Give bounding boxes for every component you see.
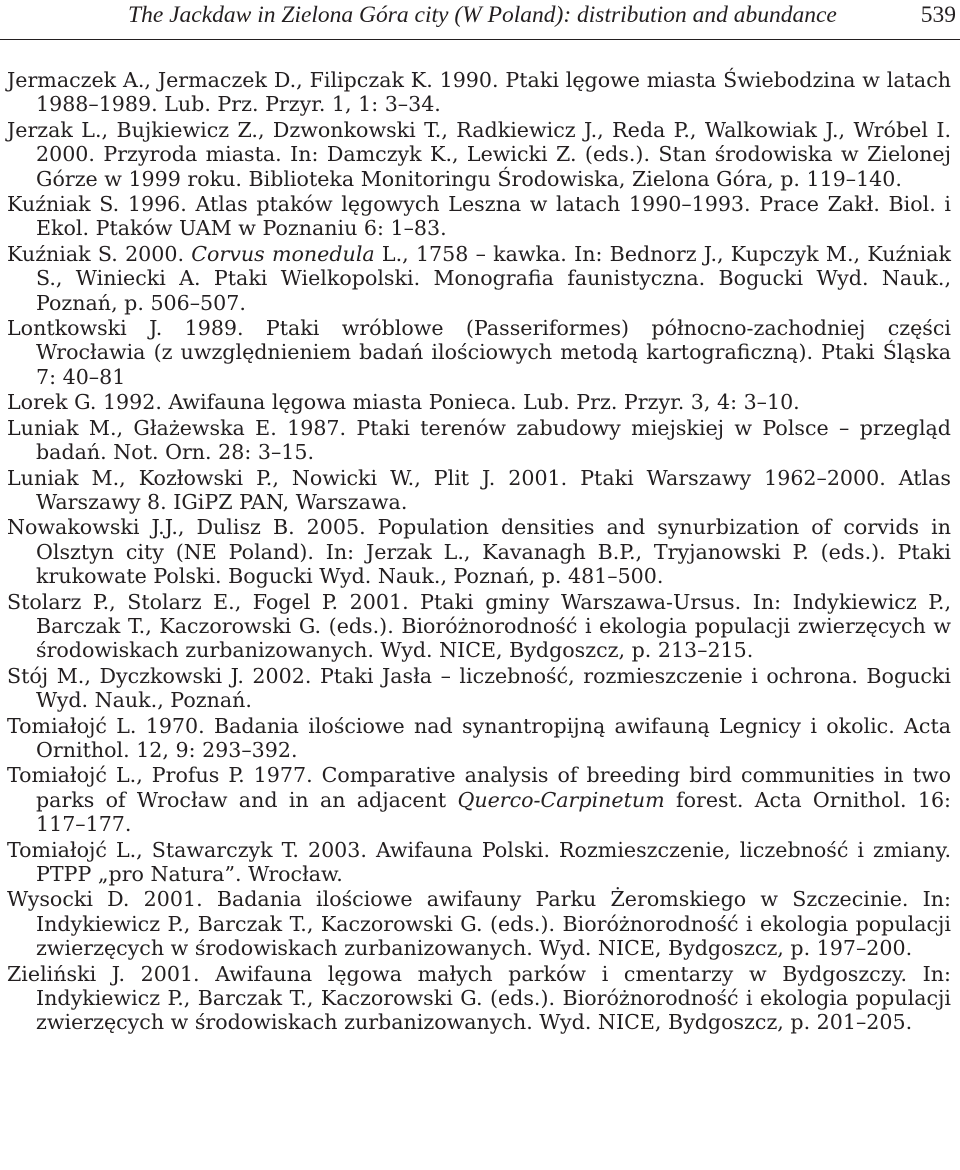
reference-item: Jermaczek A., Jermaczek D., Filipczak K. 1990. Ptaki lęgowe miasta Świebodzina w latach 1988–1989. Lub. Prz. Przyr. 1, 1: 3–34.: [7, 68, 951, 117]
reference-item: Lontkowski J. 1989. Ptaki wróblowe (Passeriformes) północno-zachodniej części Wrocławia (z uwzględnieniem badań ilościowych metodą kartograficzną). Ptaki Śląska 7: 40–81: [7, 316, 951, 389]
reference-item: Luniak M., Głażewska E. 1987. Ptaki terenów zabudowy miejskiej w Polsce – przegląd badań. Not. Orn. 28: 3–15.: [7, 415, 951, 465]
forest-type-name: Querco-Carpinetum: [457, 787, 665, 812]
reference-text: L., 1758 – kawka. In: Bednorz J., Kupczyk M., Kuźniak S., Winiecki A. Ptaki Wielkopolski. Monografia faunistyczna. Bogucki Wyd. Nauk., Poznań, p. 506–507.: [36, 241, 951, 315]
reference-item: Luniak M., Kozłowski P., Nowicki W., Plit J. 2001. Ptaki Warszawy 1962–2000. Atlas Warszawy 8. IGiPZ PAN, Warszawa.: [7, 465, 951, 514]
reference-text: Tomiałojć L., Profus P. 1977. Comparative analysis of breeding bird communities in two parks of Wrocław and in an adjacent: [7, 763, 951, 812]
reference-item: Jerzak L., Bujkiewicz Z., Dzwonkowski T., Radkiewicz J., Reda P., Walkowiak J., Wróbel I. 2000. Przyroda miasta. In: Damczyk K., Lewicki Z. (eds.). Stan środowiska w Zielonej Górze w 1999 roku. Biblioteka Monitoringu Środowiska, Zielona Góra, p. 119–140.: [7, 117, 951, 191]
reference-text: forest. Acta Ornithol. 16: 117–177.: [36, 787, 951, 837]
species-name: Corvus monedula: [191, 241, 375, 266]
reference-item: Tomiałojć L. 1970. Badania ilościowe nad synantropijną awifauną Legnicy i okolic. Acta Ornithol. 12, 9: 293–392.: [7, 713, 951, 762]
reference-item: [7, 763, 951, 836]
reference-item: Stolarz P., Stolarz E., Fogel P. 2001. Ptaki gminy Warszawa-Ursus. In: Indykiewicz P., Barczak T., Kaczorowski G. (eds.). Bioróżnorodność i ekologia populacji zwierzęcych w środowiskach zurbanizowanych. Wyd. NICE, Bydgoszcz, p. 213–215.: [7, 589, 951, 663]
reference-item: Lorek G. 1992. Awifauna lęgowa miasta Ponieca. Lub. Prz. Przyr. 3, 4: 3–10.: [7, 390, 800, 415]
reference-item: [7, 242, 951, 315]
page-number: 539: [920, 2, 956, 28]
reference-text: Kuźniak S. 2000.: [7, 241, 192, 266]
running-header: [0, 0, 960, 40]
reference-item: Nowakowski J.J., Dulisz B. 2005. Population densities and synurbization of corvids in Olsztyn city (NE Poland). In: Jerzak L., Kavanagh B.P., Tryjanowski P. (eds.). Ptaki krukowate Polski. Bogucki Wyd. Nauk., Poznań, p. 481–500.: [7, 515, 951, 589]
reference-item: Stój M., Dyczkowski J. 2002. Ptaki Jasła – liczebność, rozmieszczenie i ochrona. Bogucki Wyd. Nauk., Poznań.: [7, 663, 951, 713]
header-divider: [0, 39, 960, 40]
reference-item: Wysocki D. 2001. Badania ilościowe awifauny Parku Żeromskiego w Szczecinie. In: Indykiewicz P., Barczak T., Kaczorowski G. (eds.). Bioróżnorodność i ekologia populacji zwierzęcych w środowiskach zurbanizowanych. Wyd. NICE, Bydgoszcz, p. 197–200.: [7, 887, 951, 961]
reference-list: [7, 68, 951, 1036]
reference-item: Zieliński J. 2001. Awifauna lęgowa małych parków i cmentarzy w Bydgoszczy. In: Indykiewicz P., Barczak T., Kaczorowski G. (eds.). Bioróżnorodność i ekologia populacji zwierzęcych w środowiskach zurbanizowanych. Wyd. NICE, Bydgoszcz, p. 201–205.: [7, 961, 951, 1035]
reference-item: Kuźniak S. 1996. Atlas ptaków lęgowych Leszna w latach 1990–1993. Prace Zakł. Biol. i Ekol. Ptaków UAM w Poznaniu 6: 1–83.: [7, 192, 951, 241]
reference-item: Tomiałojć L., Stawarczyk T. 2003. Awifauna Polski. Rozmieszczenie, liczebność i zmiany. PTPP „pro Natura”. Wrocław.: [7, 837, 951, 886]
running-title: The Jackdaw in Zielona Góra city (W Poland): distribution and abundance: [128, 2, 837, 28]
